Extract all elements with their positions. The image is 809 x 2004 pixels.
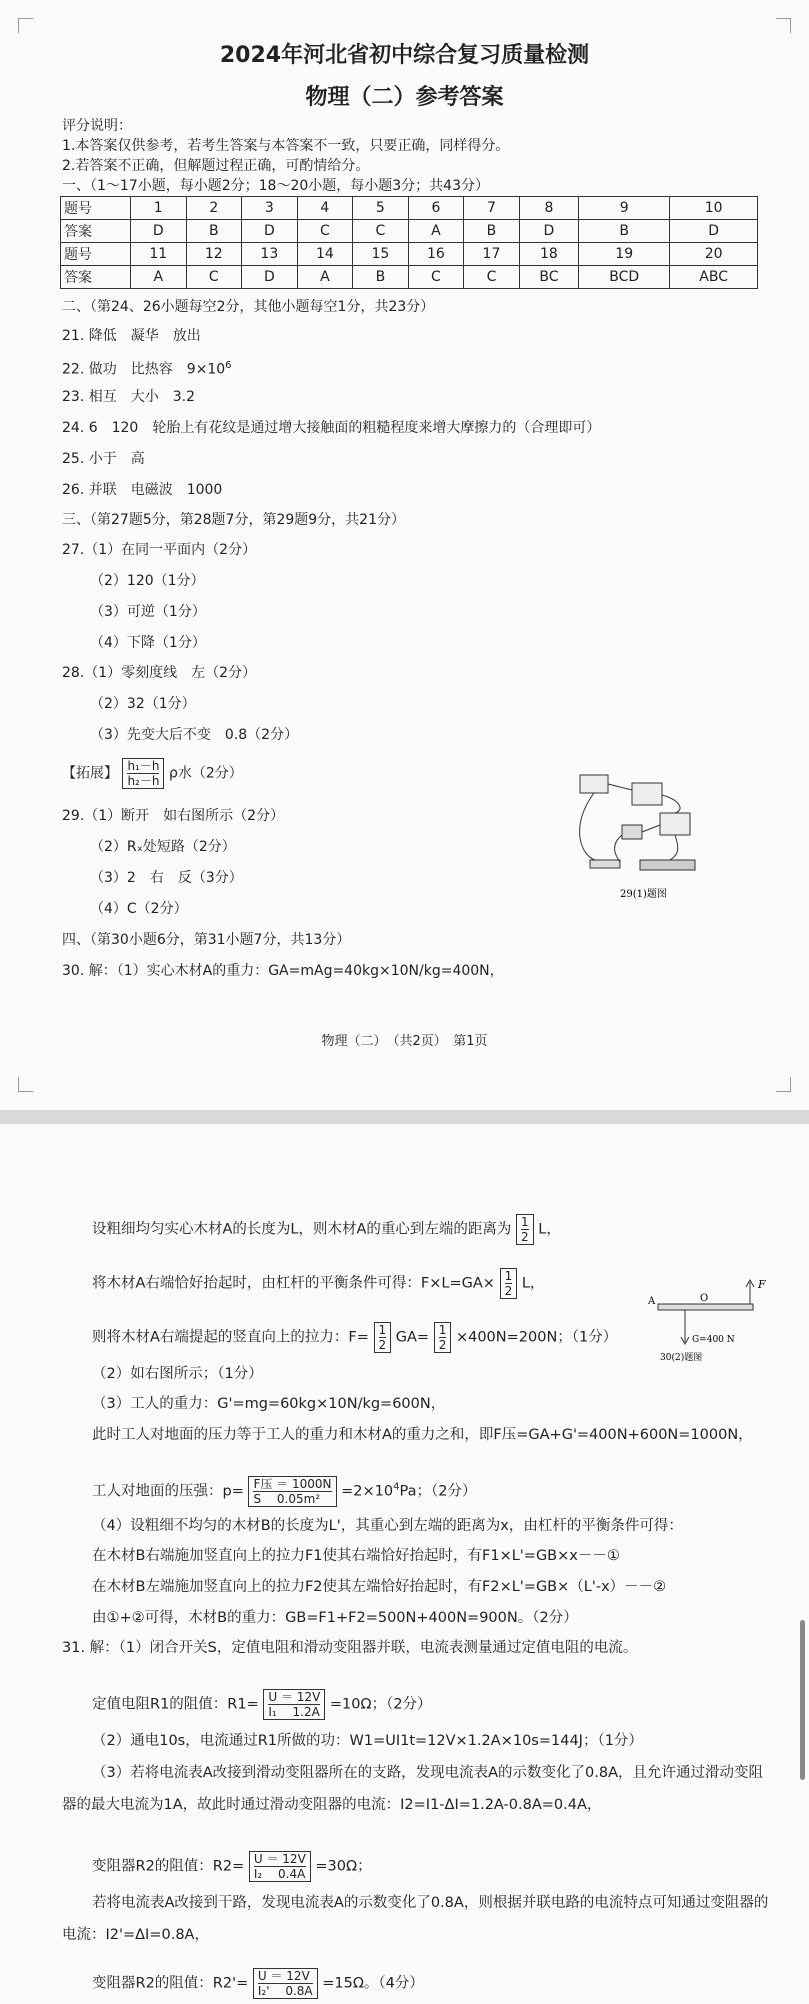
table-cell: BCD bbox=[579, 266, 670, 289]
fraction-denominator: 2 bbox=[521, 1230, 529, 1244]
answer-28-1: 28.（1）零刻度线 左（2分） bbox=[62, 665, 257, 681]
answer-24: 24. 6 120 轮胎上有花纹是通过增大接触面的粗糙程度来增大摩擦力的（合理即可） bbox=[62, 420, 601, 436]
answer-28-2: （2）32（1分） bbox=[90, 696, 196, 712]
answer-22-text: 22. 做功 比热容 9×10 bbox=[62, 361, 226, 378]
fraction-part: I₂' bbox=[257, 1984, 270, 1998]
line-text: Pa；（2分） bbox=[399, 1483, 477, 1500]
table-cell: 12 bbox=[186, 243, 242, 266]
line-text: =30Ω； bbox=[315, 1858, 372, 1875]
p2-line-14: （2）通电10s，电流通过R1所做的功：W1=UI1t=12V×1.2A×10s=144J；（1分） bbox=[92, 1733, 643, 1749]
answer-22-exponent: 6 bbox=[225, 360, 232, 371]
table-cell: A bbox=[131, 266, 187, 289]
table-cell: 14 bbox=[297, 243, 353, 266]
p2-line-17 bbox=[92, 1851, 372, 1882]
crop-mark bbox=[18, 18, 33, 33]
answer-25: 25. 小于 高 bbox=[62, 451, 145, 467]
p2-line-2 bbox=[92, 1268, 544, 1299]
half-fraction bbox=[374, 1322, 392, 1353]
fraction-numerator: 1 bbox=[438, 1323, 447, 1337]
table-cell: 答案 bbox=[61, 266, 131, 289]
half-fraction bbox=[516, 1214, 534, 1245]
answer-28-3: （3）先变大后不变 0.8（2分） bbox=[90, 727, 299, 743]
table-cell: 18 bbox=[519, 243, 578, 266]
table-cell: BC bbox=[519, 266, 578, 289]
gravity-arrow-shape bbox=[681, 1310, 689, 1344]
line-text: 定值电阻R1的阻值：R1= bbox=[92, 1696, 259, 1713]
ammeter-shape bbox=[660, 813, 690, 835]
force-arrow-shape bbox=[746, 1280, 754, 1304]
exponent: 4 bbox=[393, 1481, 400, 1493]
p2-line-15: （3）若将电流表A改接到滑动变阻器所在的支路，发现电流表A的示数变化了0.8A，且允许通过滑动变阻 bbox=[92, 1765, 764, 1781]
table-row bbox=[61, 197, 758, 220]
crop-mark bbox=[18, 1077, 33, 1092]
lever-diagram bbox=[640, 1274, 790, 1364]
crop-mark bbox=[776, 1077, 791, 1092]
table-cell: B bbox=[579, 220, 670, 243]
answer-27-2: （2）120（1分） bbox=[90, 573, 205, 589]
answer-26: 26. 并联 电磁波 1000 bbox=[62, 482, 223, 498]
table-cell: 10 bbox=[670, 197, 758, 220]
resistance-fraction bbox=[249, 1851, 311, 1882]
line-text: L， bbox=[538, 1221, 561, 1238]
p2-line-13 bbox=[92, 1689, 432, 1720]
fraction-numerator: U ＝ 12V bbox=[268, 1690, 321, 1704]
fraction-denominator bbox=[268, 1705, 320, 1719]
line-text: L， bbox=[521, 1275, 545, 1292]
p2-line-5: （3）工人的重力：G'=mg=60kg×10N/kg=600N， bbox=[92, 1396, 446, 1412]
fraction-part: 0.8A bbox=[285, 1984, 313, 1998]
table-cell: 13 bbox=[242, 243, 298, 266]
p2-line-9: 在木材B右端施加竖直向上的拉力F1使其右端恰好抬起时，有F1×L'=GB×x－－① bbox=[92, 1548, 620, 1564]
answer-29-2: （2）Rₓ处短路（2分） bbox=[90, 839, 236, 855]
half-fraction bbox=[500, 1268, 518, 1299]
fraction-numerator: F压 ＝ 1000N bbox=[253, 1477, 332, 1491]
table-cell: A bbox=[297, 266, 353, 289]
answer-29-3: （3）2 右 反（3分） bbox=[90, 870, 243, 886]
extension-fraction bbox=[122, 758, 164, 789]
voltmeter-shape bbox=[632, 783, 662, 805]
circuit-figure-29 bbox=[560, 765, 710, 905]
line-text: =2×10 bbox=[341, 1483, 394, 1500]
p2-line-11: 由①+②可得，木材B的重力：GB=F1+F2=500N+400N=900N。（2分） bbox=[92, 1610, 578, 1626]
circuit-diagram bbox=[560, 765, 710, 905]
answer-table bbox=[60, 196, 758, 289]
table-cell: D bbox=[242, 220, 298, 243]
fraction-part: 1.2A bbox=[292, 1705, 320, 1719]
fraction-part: 12V bbox=[296, 1690, 321, 1704]
table-cell: ABC bbox=[670, 266, 758, 289]
document-title: 2024年河北省初中综合复习质量检测 bbox=[219, 43, 590, 68]
table-cell: C bbox=[186, 266, 242, 289]
fraction-numerator: 1 bbox=[504, 1269, 513, 1283]
line-text: 将木材A右端恰好抬起时，由杠杆的平衡条件可得：F×L=GA× bbox=[92, 1275, 495, 1292]
fraction-part: U bbox=[268, 1690, 278, 1704]
answer-22 bbox=[62, 357, 232, 379]
table-cell: 答案 bbox=[61, 220, 131, 243]
line-text: 则将木材A右端提起的竖直向上的拉力：F= bbox=[92, 1329, 369, 1346]
answer-27-1: 27.（1）在同一平面内（2分） bbox=[62, 542, 257, 558]
answer-21: 21. 降低 凝华 放出 bbox=[62, 328, 201, 344]
p2-line-1 bbox=[92, 1214, 561, 1245]
fraction-part: I₁ bbox=[268, 1705, 277, 1719]
rheostat-shape bbox=[640, 860, 695, 870]
page-footer: 物理（二） （共2页） 第1页 bbox=[321, 1034, 488, 1049]
p2-line-18: 若将电流表A改接到干路，发现电流表A的示数变化了0.8A，则根据并联电路的电流特点可知通过变阻器的 bbox=[92, 1895, 769, 1911]
extension-tail: ρ水（2分） bbox=[168, 765, 243, 782]
table-cell: 题号 bbox=[61, 197, 131, 220]
p2-line-16: 器的最大电流为1A，故此时通过滑动变阻器的电流：I2=I1-ΔI=1.2A-0.8A=0.4A， bbox=[62, 1797, 602, 1813]
section-1-heading: 一、（1～17小题，每小题2分；18～20小题，每小题3分；共43分） bbox=[62, 178, 489, 194]
table-cell: B bbox=[186, 220, 242, 243]
table-row bbox=[61, 243, 758, 266]
line-text: 变阻器R2的阻值：R2'= bbox=[92, 1975, 249, 1992]
p2-line-12: 31. 解：（1）闭合开关S，定值电阻和滑动变阻器并联，电流表测量通过定值电阻的电流。 bbox=[62, 1640, 638, 1656]
table-cell: C bbox=[297, 220, 353, 243]
table-row bbox=[61, 220, 758, 243]
table-cell: D bbox=[242, 266, 298, 289]
fraction-numerator: h₁－h bbox=[127, 759, 160, 773]
table-cell: 15 bbox=[353, 243, 409, 266]
fraction-part: 12V bbox=[286, 1969, 310, 1983]
resistor-shape bbox=[622, 825, 642, 839]
table-cell: 5 bbox=[353, 197, 409, 220]
answer-27-3: （3）可逆（1分） bbox=[90, 604, 206, 620]
fraction-denominator: 2 bbox=[438, 1338, 447, 1352]
fraction-numerator: 1 bbox=[378, 1323, 387, 1337]
line-text: 设粗细均匀实心木材A的长度为L，则木材A的重心到左端的距离为 bbox=[92, 1221, 512, 1238]
table-cell: D bbox=[670, 220, 758, 243]
table-cell: 7 bbox=[464, 197, 520, 220]
table-cell: A bbox=[408, 220, 464, 243]
table-cell: B bbox=[464, 220, 520, 243]
table-cell: 11 bbox=[131, 243, 187, 266]
p2-line-20 bbox=[92, 1968, 424, 1999]
fraction-denominator: 2 bbox=[378, 1338, 387, 1352]
document-subtitle: 物理（二）参考答案 bbox=[305, 85, 504, 110]
table-cell: 20 bbox=[670, 243, 758, 266]
point-o-label: O bbox=[700, 1293, 709, 1304]
answer-27-4: （4）下降（1分） bbox=[90, 635, 206, 651]
table-cell: 4 bbox=[297, 197, 353, 220]
lever-bar-shape bbox=[658, 1304, 753, 1310]
fraction-part: S bbox=[253, 1492, 262, 1506]
fraction-denominator: 2 bbox=[504, 1284, 513, 1298]
fraction-part: 0.4A bbox=[278, 1867, 306, 1881]
table-cell: 17 bbox=[464, 243, 520, 266]
p2-line-19: 电流：I2'=ΔI=0.8A， bbox=[62, 1927, 209, 1943]
table-cell: D bbox=[131, 220, 187, 243]
scoring-note-1: 1.本答案仅供参考，若考生答案与本答案不一致，只要正确，同样得分。 bbox=[62, 138, 510, 154]
answer-29-1: 29.（1）断开 如右图所示（2分） bbox=[62, 808, 285, 824]
table-cell: 1 bbox=[131, 197, 187, 220]
section-3-heading: 三、（第27题5分，第28题7分，第29题9分，共21分） bbox=[62, 512, 405, 528]
table-cell: 9 bbox=[579, 197, 670, 220]
table-cell: B bbox=[353, 266, 409, 289]
fraction-denominator: h₂－h bbox=[127, 774, 160, 788]
answer-28-extension bbox=[62, 758, 243, 789]
fraction-numerator: U ＝ 12V bbox=[253, 1852, 306, 1866]
section-2-heading: 二、（第24、26小题每空2分，其他小题每空1分，共23分） bbox=[62, 299, 435, 315]
fraction-denominator bbox=[253, 1492, 331, 1506]
line-text: 工人对地面的压强：p= bbox=[92, 1483, 244, 1500]
line-text: =10Ω；（2分） bbox=[329, 1696, 432, 1713]
line-text: =15Ω。（4分） bbox=[322, 1975, 424, 1992]
fraction-part: I₂ bbox=[253, 1867, 263, 1881]
answer-30-1: 30. 解：（1）实心木材A的重力：GA=mAg=40kg×10N/kg=400N， bbox=[62, 963, 504, 979]
table-cell: D bbox=[519, 220, 578, 243]
scoring-note-2: 2.若答案不正确，但解题过程正确，可酌情给分。 bbox=[62, 158, 370, 174]
line-text: ×400N=200N；（1分） bbox=[455, 1329, 618, 1346]
line-text: GA= bbox=[395, 1329, 430, 1346]
scoring-notes-heading: 评分说明： bbox=[62, 118, 132, 134]
fraction-part: F压 bbox=[253, 1477, 273, 1491]
fraction-numerator: 1 bbox=[521, 1215, 529, 1229]
table-cell: 16 bbox=[408, 243, 464, 266]
figure-30-caption: 30(2)题图 bbox=[660, 1353, 703, 1363]
fraction-part: U bbox=[253, 1852, 263, 1866]
fraction-part: 12V bbox=[282, 1852, 306, 1866]
half-fraction bbox=[434, 1322, 452, 1353]
p2-line-3 bbox=[92, 1322, 617, 1353]
fraction-part: 0.05m² bbox=[276, 1492, 321, 1506]
figure-29-caption: 29(1)题图 bbox=[620, 889, 667, 900]
gravity-label: G=400 N bbox=[692, 1335, 735, 1345]
table-cell: C bbox=[464, 266, 520, 289]
crop-mark bbox=[776, 18, 791, 33]
answer-29-4: （4）C（2分） bbox=[90, 901, 188, 917]
table-cell: 19 bbox=[579, 243, 670, 266]
table-cell: C bbox=[408, 266, 464, 289]
scrollbar-thumb[interactable] bbox=[800, 1620, 805, 1780]
fraction-denominator bbox=[254, 1867, 306, 1881]
resistance-fraction bbox=[263, 1689, 325, 1720]
table-cell: C bbox=[353, 220, 409, 243]
fraction-denominator bbox=[258, 1984, 313, 1998]
pressure-fraction bbox=[248, 1476, 336, 1507]
fraction-part: 1000N bbox=[292, 1477, 332, 1491]
fraction-part: U bbox=[257, 1969, 267, 1983]
p2-line-6: 此时工人对地面的压力等于工人的重力和木材A的重力之和，即F压=GA+G'=400N+600N=1000N， bbox=[92, 1427, 753, 1443]
lever-figure-30 bbox=[640, 1274, 790, 1364]
extension-label: 【拓展】 bbox=[62, 765, 118, 782]
p2-line-8: （4）设粗细不均匀的木材B的长度为L'，其重心到左端的距离为x，由杠杆的平衡条件可得： bbox=[92, 1518, 683, 1534]
power-supply-shape bbox=[580, 775, 608, 793]
switch-shape bbox=[590, 860, 620, 868]
answer-page-2 bbox=[0, 1124, 809, 2004]
fraction-numerator: U ＝ 12V bbox=[258, 1969, 313, 1984]
p2-line-7 bbox=[92, 1476, 476, 1507]
resistance-fraction bbox=[253, 1968, 318, 1999]
table-cell: 题号 bbox=[61, 243, 131, 266]
p2-line-10: 在木材B左端施加竖直向上的拉力F2使其左端恰好抬起时，有F2×L'=GB×（L'-x）－－② bbox=[92, 1579, 667, 1595]
table-cell: 3 bbox=[242, 197, 298, 220]
table-row bbox=[61, 266, 758, 289]
table-cell: 8 bbox=[519, 197, 578, 220]
line-text: 变阻器R2的阻值：R2= bbox=[92, 1858, 245, 1875]
answer-23: 23. 相互 大小 3.2 bbox=[62, 389, 195, 405]
table-cell: 2 bbox=[186, 197, 242, 220]
section-4-heading: 四、（第30小题6分，第31小题7分，共13分） bbox=[62, 932, 351, 948]
force-label: F bbox=[758, 1278, 766, 1291]
point-a-label: A bbox=[648, 1296, 656, 1307]
table-cell: 6 bbox=[408, 197, 464, 220]
p2-line-4: （2）如右图所示；（1分） bbox=[92, 1366, 263, 1382]
